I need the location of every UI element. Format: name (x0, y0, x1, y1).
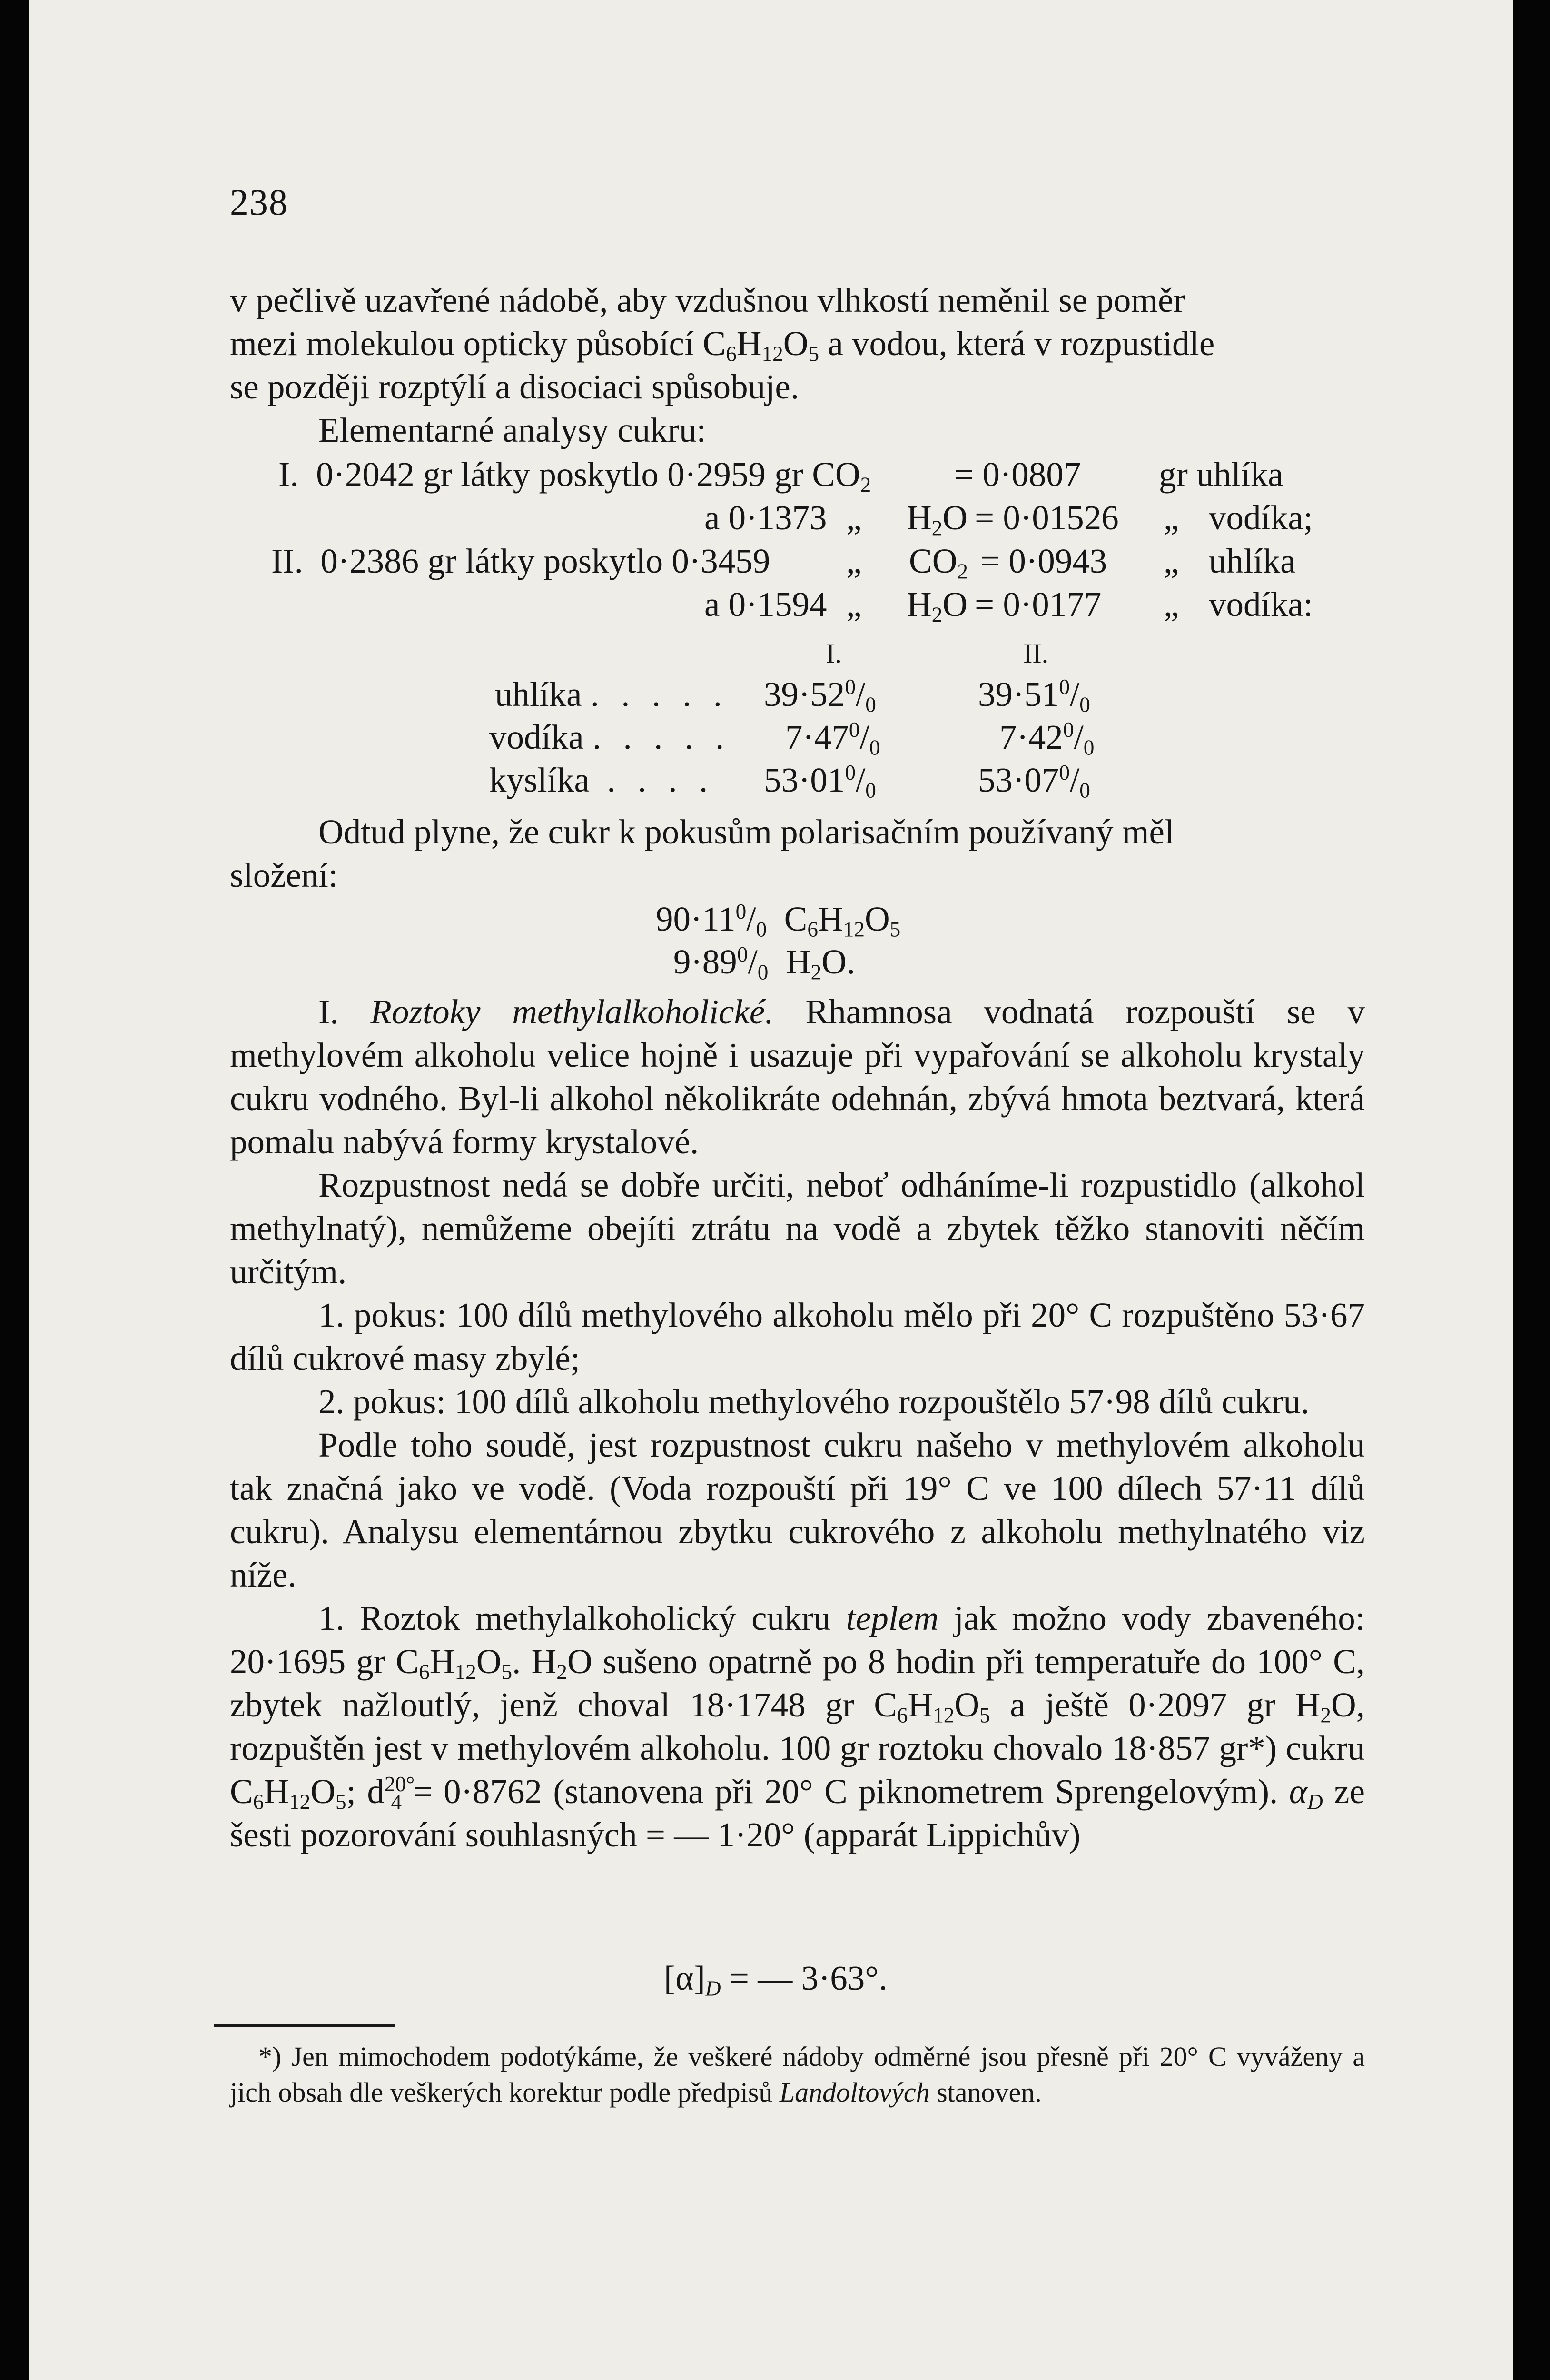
footnote-rule (214, 2024, 395, 2027)
analysis-2-water-result: = 0·0177 (975, 585, 1102, 624)
table-cell: $7\cdot 47^0/_0$ (785, 718, 880, 760)
ditto-mark: „ (846, 498, 862, 537)
section-para-4: 2. pokus: 100 dílů alkoholu methylového rozpouštělo 57·98 dílů cukru. (318, 1382, 1310, 1421)
conclusion-paragraph (230, 810, 1365, 897)
specific-rotation: $[\alpha]_D$ = — 3·63°. (664, 1959, 888, 2001)
ditto-mark: „ (1164, 542, 1179, 580)
table-cell: $39\cdot 51^0/_0$ (978, 675, 1090, 717)
ditto-mark: „ (1164, 585, 1179, 624)
intro-line-3: se později rozptýlí a disociaci spůsobuje. (230, 367, 800, 406)
ditto-mark: „ (846, 585, 862, 624)
section-para-2: Rozpustnost nedá se dobře určiti, neboť odháníme-li rozpustidlo (alkohol methylnatý), nemůžeme obejíti ztrátu na vodě a zbytek těžko stanoviti něčím určitým. (230, 1166, 1365, 1291)
analysis-1-co2-element: gr uhlíka (1159, 455, 1283, 494)
table-cell: $7\cdot 42^0/_0$ (999, 718, 1095, 760)
section-para-3: 1. pokus: 100 dílů methylového alkoholu mělo při 20° C rozpuštěno 53·67 dílů cukrové masy zbylé; (230, 1296, 1365, 1378)
conclusion-line-2: složení: (230, 856, 338, 894)
analysis-1-water-amount: a 0·1373 (704, 498, 827, 537)
co2-formula: $CO_2$ (909, 542, 968, 584)
footnote: *) Jen mimochodem podotýkáme, že veškeré nádoby odměrné jsou přesně při 20° C vyváženy a jich obsah dle veškerých korektur podle předpisů Landoltových stanoven. (230, 2041, 1365, 2108)
section-title: Roztoky methylalkoholické. (370, 992, 774, 1031)
intro-line-2: mezi molekulou opticky působící $C_6H_{12}O_5$ a vodou, která v rozpustidle (230, 324, 1215, 366)
analysis-1-co2-result: = 0·0807 (954, 455, 1081, 494)
ditto-mark: „ (1164, 498, 1179, 537)
table-header-1: I. (826, 638, 842, 669)
intro-line-1: v pečlivě uzavřené nádobě, aby vzdušnou vlhkostí neměnil se poměr (230, 281, 1185, 319)
ditto-mark: „ (846, 542, 862, 580)
analysis-1-water-result: = 0·01526 (975, 498, 1119, 537)
water-formula: $H_2O$ (907, 585, 968, 627)
table-cell: $39\cdot 52^0/_0$ (764, 675, 876, 717)
table-row-uhlika: uhlíka . . . . . (495, 675, 729, 714)
analysis-1-sample: I. 0·2042 gr látky poskytlo 0·2959 gr $CO_2$ (278, 455, 871, 497)
water-formula: $H_2O$ (907, 498, 968, 540)
analysis-2-co2-element: uhlíka (1209, 542, 1296, 580)
formula-sugar: $90\cdot 11^0/_0$ $C_6H_{12}O_5$ (656, 900, 901, 942)
page-number: 238 (230, 181, 288, 223)
analysis-2-co2-result: = 0·0943 (980, 542, 1107, 580)
section-methyl (230, 990, 1365, 1856)
analysis-1-water-element: vodíka; (1209, 498, 1313, 537)
section-para-1: I. Roztoky methylalkoholické. Rhamnosa vodnatá rozpouští se v methylovém alkoholu velice hojně i usazuje při vypařování se alkoholu krystaly cukru vodného. Byl-li alkohol několikráte odehnán, zbývá hmota beztvará, která pomalu nabývá formy krystalové. (230, 992, 1365, 1161)
table-header-2: II. (1023, 638, 1049, 669)
table-row-kyslika: kyslíka . . . . (489, 761, 715, 799)
section-para-5: Podle toho soudě, jest rozpustnost cukru našeho v methylovém alkoholu tak značná jako ve vodě. (Voda rozpouští při 19° C ve 100 dílech 57·11 dílů cukru). Analysu elementárnou zbytku cukrového z alkoholu methylnatého viz níže. (230, 1426, 1365, 1594)
formula-water: $9\cdot 89^0/_0$ $H_2O$. (673, 942, 856, 984)
table-cell: $53\cdot 07^0/_0$ (978, 761, 1090, 803)
table-cell: $53\cdot 01^0/_0$ (764, 761, 876, 803)
solution-paragraph: 1. Roztok methylalkoholický cukru teplem jak možno vody zbaveného: 20·1695 gr $C_6H_{12}O_5$. $H_2O$ sušeno opatrně po 8 hodin při temperatuře do 100° C, zbytek nažloutlý, jenž choval 18·1748 gr $C_6H_{12}O_5$ a ještě 0·2097 gr $H_2O$, rozpuštěn jest v methylovém alkoholu. 100 gr roztoku chovalo 18·857 gr*) cukru $C_6H_{12}O_5$; $d^{20^\circ}_4 = 0\cdot 8762$ (stanovena při 20° C piknometrem Sprengelovým). $\alpha_D$ ze šesti pozorování souhlasných = — 1·20° (apparát Lippichův) (230, 1599, 1365, 1854)
analysis-heading: Elementarné analysy cukru: (318, 411, 706, 449)
analysis-2-sample: II. 0·2386 gr látky poskytlo 0·3459 (271, 542, 770, 580)
table-row-vodika: vodíka . . . . . (489, 718, 731, 756)
conclusion-line-1: Odtud plyne, že cukr k pokusům polarisačním používaný měl (318, 813, 1175, 851)
analysis-2-water-amount: a 0·1594 (704, 585, 827, 624)
intro-paragraph (230, 278, 1365, 452)
analysis-2-water-element: vodíka: (1209, 585, 1313, 624)
